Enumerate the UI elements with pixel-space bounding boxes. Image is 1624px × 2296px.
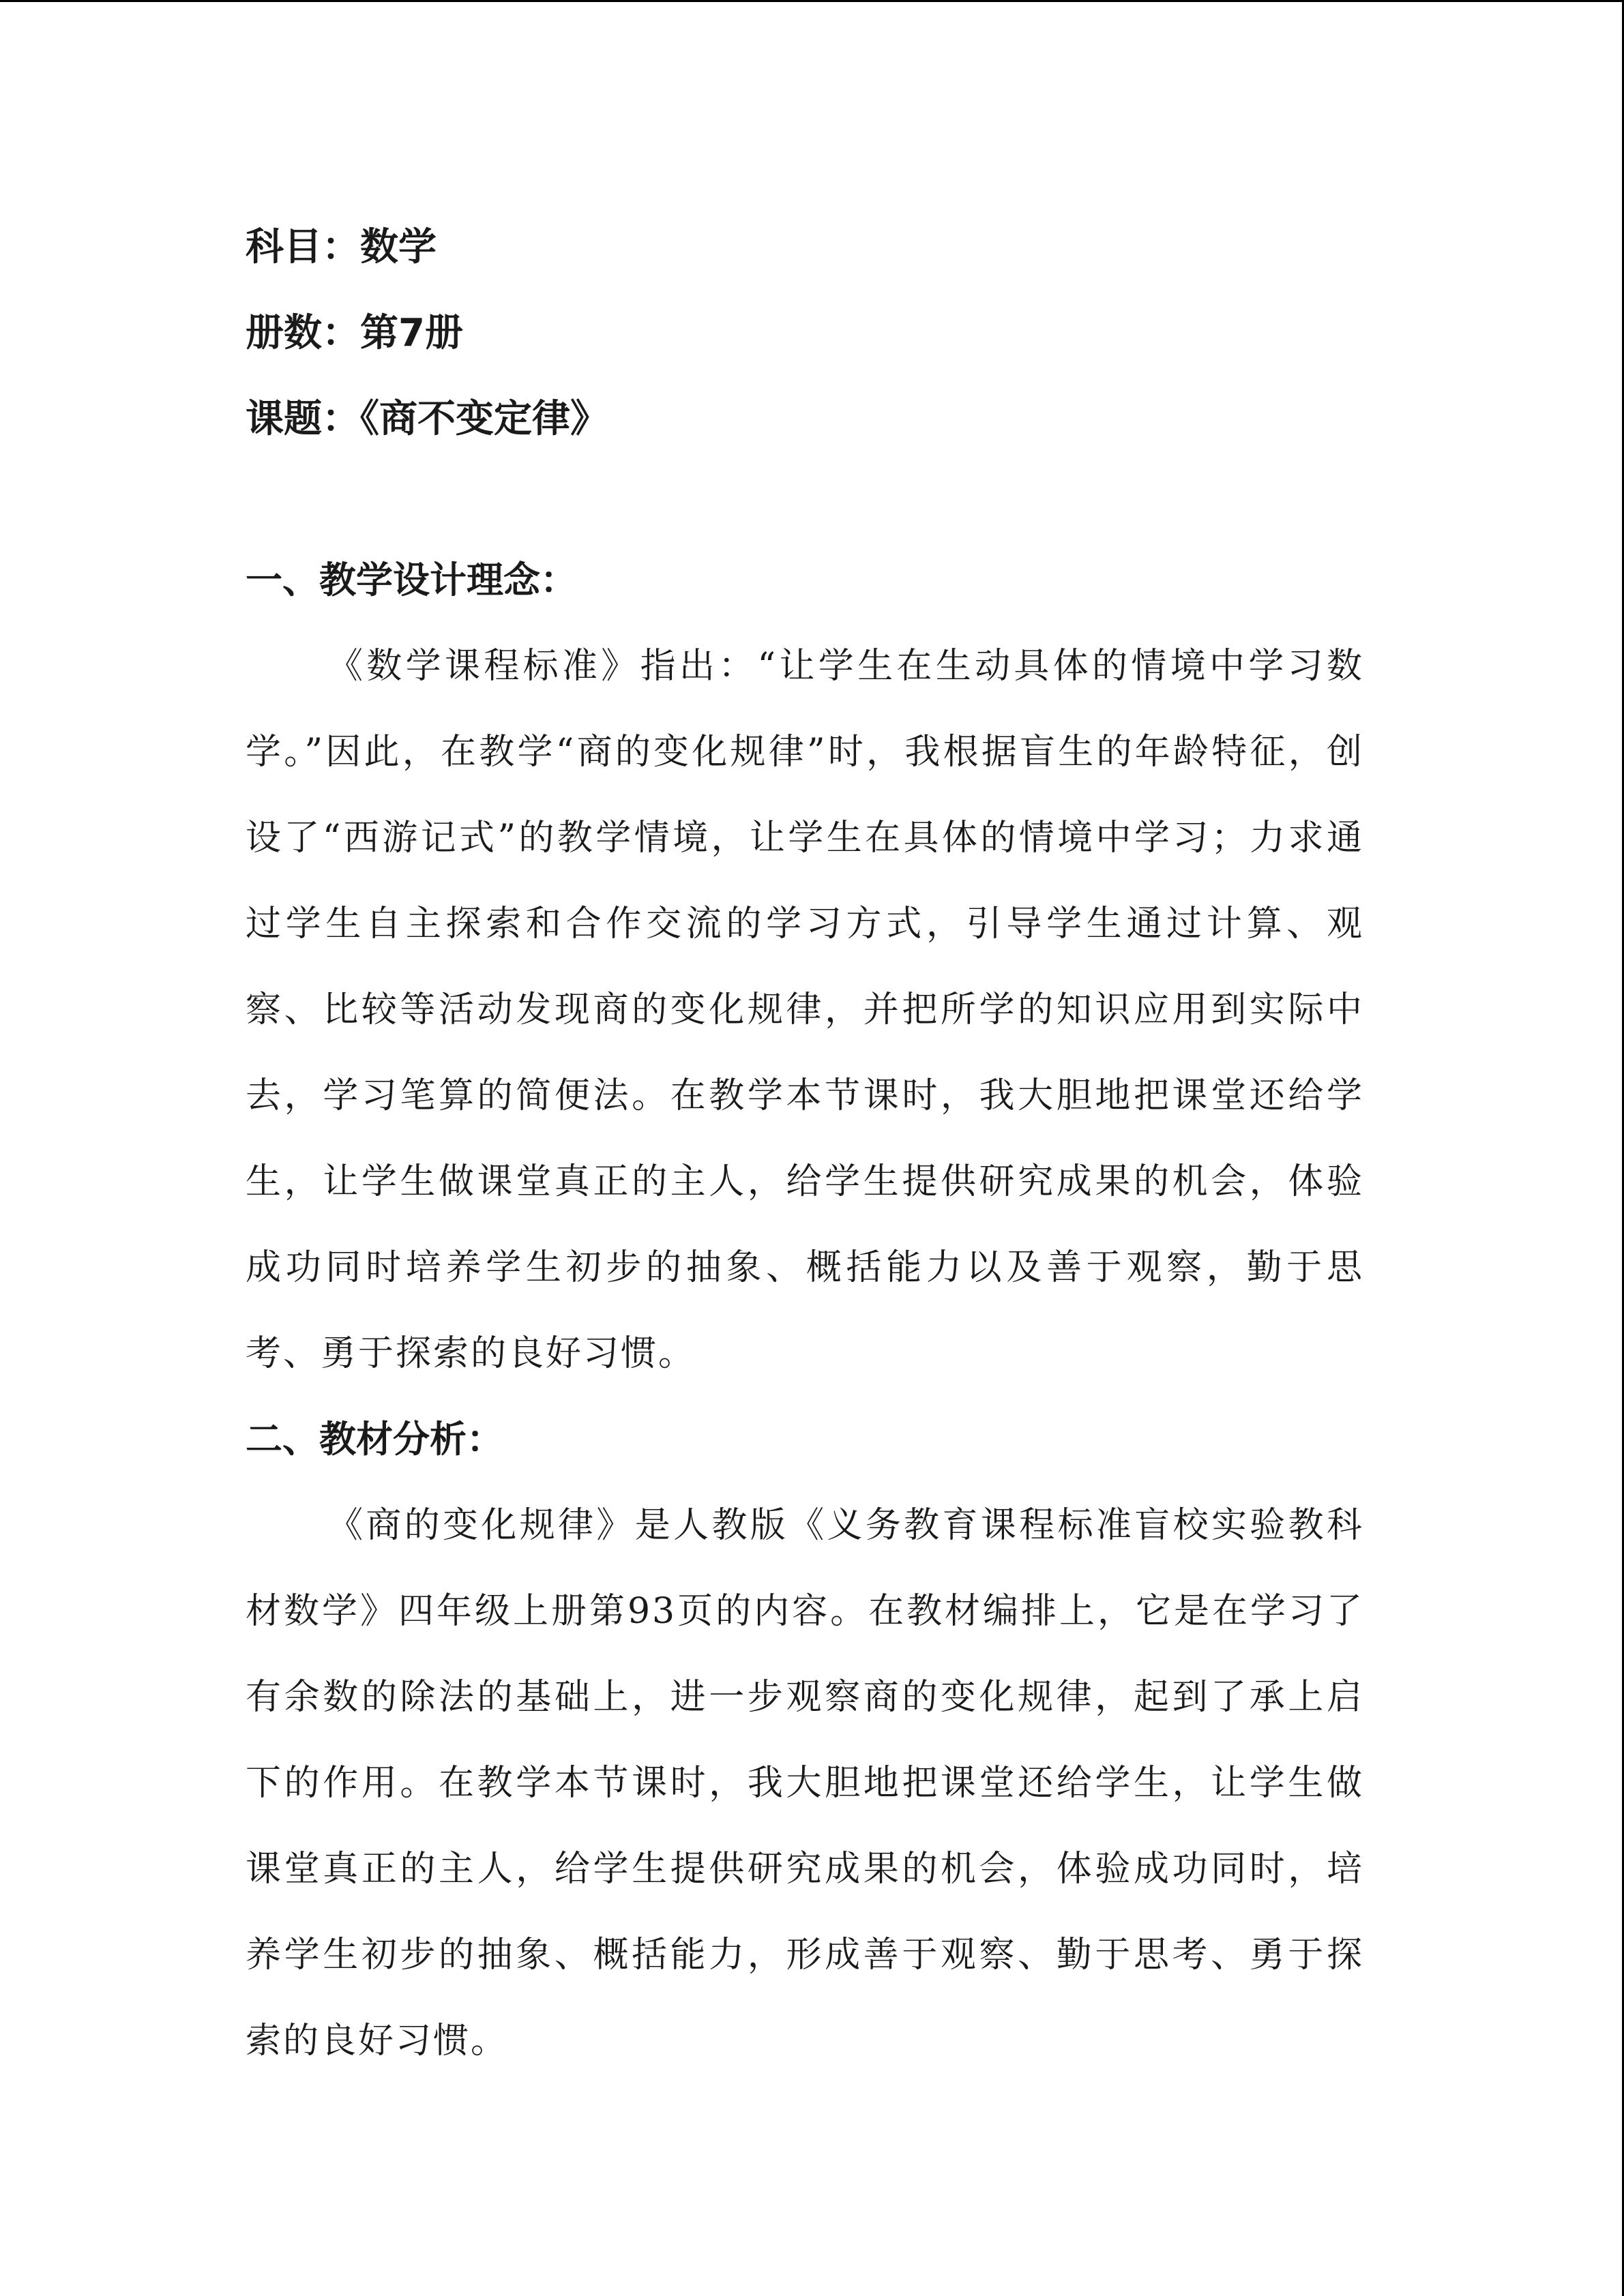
subject-value: 数学 bbox=[360, 225, 437, 269]
subject-label: 科目： bbox=[246, 225, 360, 269]
volume-value: 第7册 bbox=[360, 311, 463, 355]
section-paragraph-textbook-analysis: 《商的变化规律》是人教版《义务教育课程标准盲校实验教科材数学》四年级上册第93页的内容。在教材编排上，它是在学习了有余数的除法的基础上，进一步观察商的变化规律，起到了承上启下的作用。在教学本节课时，我大胆地把课堂还给学生，让学生做课堂真正的主人，给学生提供研究成果的机会，体验成功同时，培养学生初步的抽象、概括能力，形成善于观察、勤于思考、勇于探索的良好习惯。 bbox=[246, 1505, 1364, 2061]
spacer bbox=[246, 462, 1364, 537]
topic-label: 课题： bbox=[246, 397, 360, 441]
section-heading-design-concept: 一、教学设计理念： bbox=[246, 558, 577, 601]
volume-line bbox=[246, 290, 1364, 376]
page-border-top bbox=[0, 0, 1624, 2]
volume-label: 册数： bbox=[246, 311, 360, 355]
subject-line bbox=[246, 205, 1364, 290]
topic-line bbox=[246, 376, 1364, 462]
section-heading-textbook-analysis: 二、教材分析： bbox=[246, 1418, 503, 1461]
document-body bbox=[246, 205, 1364, 2084]
topic-value: 《商不变定律》 bbox=[360, 397, 608, 441]
section-paragraph-design-concept: 《数学课程标准》指出：“让学生在生动具体的情境中学习数学。”因此，在教学“商的变化规律”时，我根据盲生的年龄特征，创设了“西游记式”的教学情境，让学生在具体的情境中学习；力求通过学生自主探索和合作交流的学习方式，引导学生通过计算、观察、比较等活动发现商的变化规律，并把所学的知识应用到实际中去，学习笔算的简便法。在教学本节课时，我大胆地把课堂还给学生，让学生做课堂真正的主人，给学生提供研究成果的机会，体验成功同时培养学生初步的抽象、概括能力以及善于观察，勤于思考、勇于探索的良好习惯。 bbox=[246, 646, 1364, 1374]
